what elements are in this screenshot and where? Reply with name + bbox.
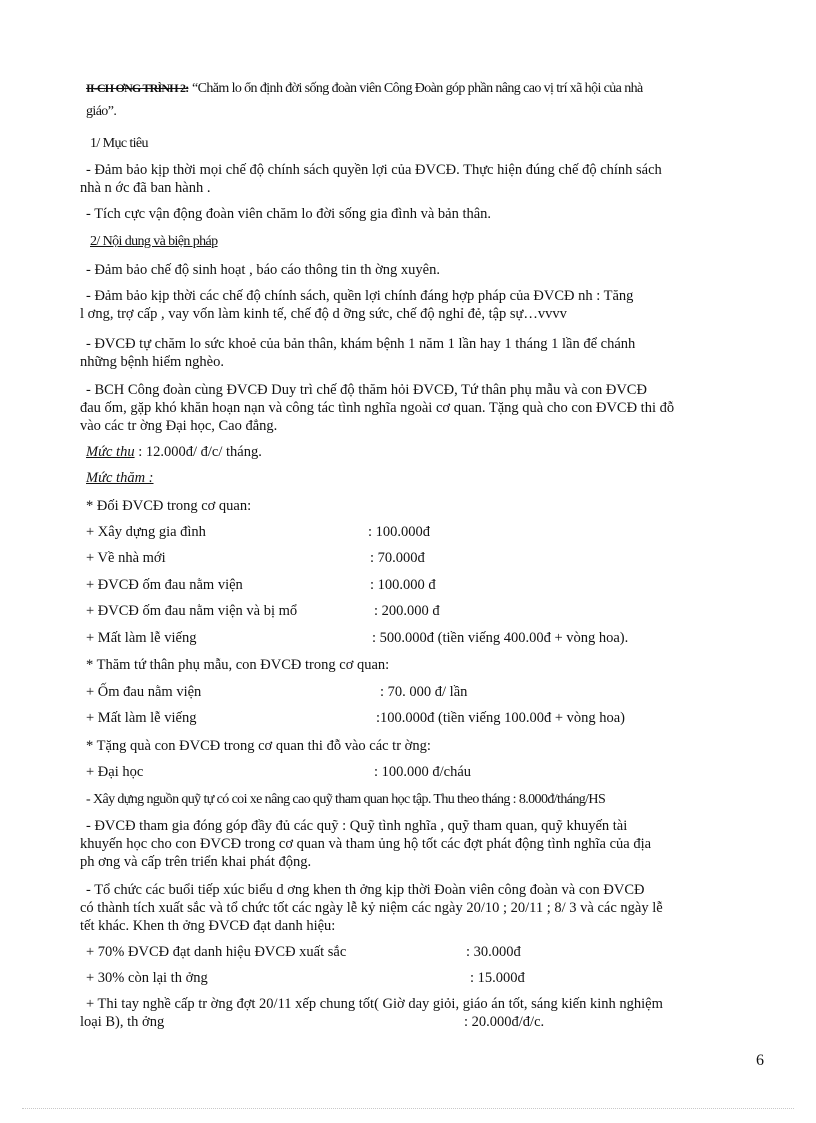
award-row: [80, 1014, 768, 1030]
fee-row: [86, 764, 768, 780]
group2-title: * Thăm tứ thân phụ mẫu, con ĐVCĐ trong cơ quan:: [86, 657, 390, 673]
fee-row-amount: : 100.000đ: [368, 524, 431, 540]
award-row-label: + 30% còn lại th ởng: [86, 970, 208, 986]
fee-row-label: + Mất làm lễ viếng: [86, 710, 197, 726]
extra-paragraph: - Tổ chức các buổi tiếp xúc biểu d ơng khen th ởng kịp thời Đoàn viên công đoàn và con ĐVCĐ: [86, 882, 645, 898]
award-row-amount: : 30.000đ: [466, 944, 521, 960]
fee-row-label: + Về nhà mới: [86, 550, 166, 566]
section2-paragraph-cont: l ơng, trợ cấp , vay vốn làm kinh tế, chế độ d ỡng sức, chế độ nghỉ đẻ, tập sự…vvvv: [80, 306, 567, 322]
extra-paragraph-cont: ph ơng và cấp trên triển khai phát động.: [80, 854, 312, 870]
award-row: [86, 944, 768, 960]
heading-label: II-CH ƠNG TRÌNH 2:: [86, 81, 189, 95]
fee-row: [86, 603, 768, 619]
fee-row-amount: :100.000đ (tiền viếng 100.00đ + vòng hoa): [376, 710, 626, 726]
fee-row-label: + Ốm đau nằm viện: [86, 684, 202, 700]
heading-title: “Chăm lo ổn định đời sống đoàn viên Công Đoàn góp phần nâng cao vị trí xã hội của nhà: [192, 81, 643, 96]
fee-row-label: + Mất làm lễ viếng: [86, 630, 197, 646]
award-row-label: loại B), th ởng: [80, 1014, 165, 1030]
section2-title: 2/ Nội dung và biện pháp: [90, 234, 218, 249]
section2-paragraph: - Đảm bảo kịp thời các chế độ chính sách, quền lợi chính đáng hợp pháp của ĐVCĐ nh : Tăng: [86, 288, 634, 304]
section1-paragraph: - Đảm bảo kịp thời mọi chế độ chính sách quyền lợi của ĐVCĐ. Thực hiện đúng chế độ chính sách: [86, 162, 662, 178]
award-row-amount: : 15.000đ: [470, 970, 525, 986]
page-number: 6: [756, 1052, 764, 1069]
fee-row: [86, 577, 768, 593]
fee-row-label: + ĐVCĐ ốm đau nằm viện và bị mổ: [86, 603, 298, 619]
section2-paragraph: - ĐVCĐ tự chăm lo sức khoẻ của bản thân, khám bệnh 1 năm 1 lần hay 1 tháng 1 lần để chánh: [86, 336, 636, 352]
award-row-amount: : 20.000đ/đ/c.: [464, 1014, 545, 1030]
fee-row: [86, 630, 768, 646]
program-heading: [86, 80, 768, 97]
section1-paragraph-cont: nhà n ớc đã ban hành .: [80, 180, 211, 196]
section2-paragraph: - Đảm bảo chế độ sinh hoạt , báo cáo thông tin th ờng xuyên.: [86, 262, 440, 278]
fee-row-label: + ĐVCĐ ốm đau nằm viện: [86, 577, 243, 593]
fee-row: [86, 710, 768, 726]
section2-paragraph-cont: đau ốm, gặp khó khăn hoạn nạn và công tác tình nghĩa ngoài cơ quan. Tặng quà cho con ĐVCĐ thi đỗ: [80, 400, 675, 416]
extra-paragraph-cont: tết khác. Khen th ởng ĐVCĐ đạt danh hiệu:: [80, 918, 336, 934]
fee-rate: [86, 444, 768, 460]
fee-rate-label: Mức thu: [86, 444, 135, 460]
fee-row-amount: : 100.000 đ/cháu: [374, 764, 472, 780]
extra-paragraph-cont: khuyến học cho con ĐVCĐ trong cơ quan và tham ủng hộ tốt các đợt phát động tình nghĩa của địa: [80, 836, 652, 852]
extra-paragraph: - Xây dựng nguồn quỹ tự có coi xe nâng cao quỹ tham quan học tập. Thu theo tháng : 8.000đ/tháng/HS: [86, 792, 606, 807]
section2-paragraph-cont: vào các tr ờng Đại học, Cao đẳng.: [80, 418, 278, 434]
group3-title: * Tặng quà con ĐVCĐ trong cơ quan thi đỗ vào các tr ờng:: [86, 738, 431, 754]
fee-row-label: + Xây dựng gia đình: [86, 524, 206, 540]
group1-title: * Đối ĐVCĐ trong cơ quan:: [86, 498, 252, 514]
section1-paragraph: - Tích cực vận động đoàn viên chăm lo đời sống gia đình và bản thân.: [86, 206, 492, 222]
fee-row-amount: : 70. 000 đ/ lần: [380, 684, 468, 700]
award-row-label: + 70% ĐVCĐ đạt danh hiệu ĐVCĐ xuất sắc: [86, 944, 347, 960]
extra-paragraph: + Thi tay nghề cấp tr ờng đợt 20/11 xếp chung tốt( Giờ day giỏi, giáo án tốt, sáng kiến kinh nghiệm: [86, 996, 663, 1012]
extra-paragraph: - ĐVCĐ tham gia đóng góp đầy đủ các quỹ : Quỹ tình nghĩa , quỹ tham quan, quỹ khuyến tài: [86, 818, 628, 834]
fee-row: [86, 684, 768, 700]
heading-title-cont: giáo”.: [86, 104, 117, 119]
extra-paragraph-cont: có thành tích xuất sắc và tổ chức tốt các ngày lễ kỷ niệm các ngày 20/10 ; 20/11 ; 8/ 3 và các ngày lễ: [80, 900, 663, 916]
section2-paragraph: - BCH Công đoàn cùng ĐVCĐ Duy trì chế độ thăm hỏi ĐVCĐ, Tứ thân phụ mẫu và con ĐVCĐ: [86, 382, 647, 398]
fee-row-amount: : 100.000 đ: [370, 577, 436, 593]
fee-row: [86, 524, 768, 540]
footer-divider: [22, 1108, 794, 1109]
fee-rate-value: : 12.000đ/ đ/c/ tháng.: [138, 444, 262, 460]
section2-paragraph-cont: những bệnh hiểm nghèo.: [80, 354, 224, 370]
fee-row-amount: : 70.000đ: [370, 550, 425, 566]
fee-row-amount: : 500.000đ (tiền viếng 400.00đ + vòng hoa).: [372, 630, 629, 646]
visit-rate-label: Mức thăm :: [86, 470, 154, 486]
award-row: [86, 970, 768, 986]
section1-title: 1/ Mục tiêu: [90, 136, 148, 151]
fee-row-amount: : 200.000 đ: [374, 603, 440, 619]
fee-row-label: + Đại học: [86, 764, 144, 780]
fee-row: [86, 550, 768, 566]
